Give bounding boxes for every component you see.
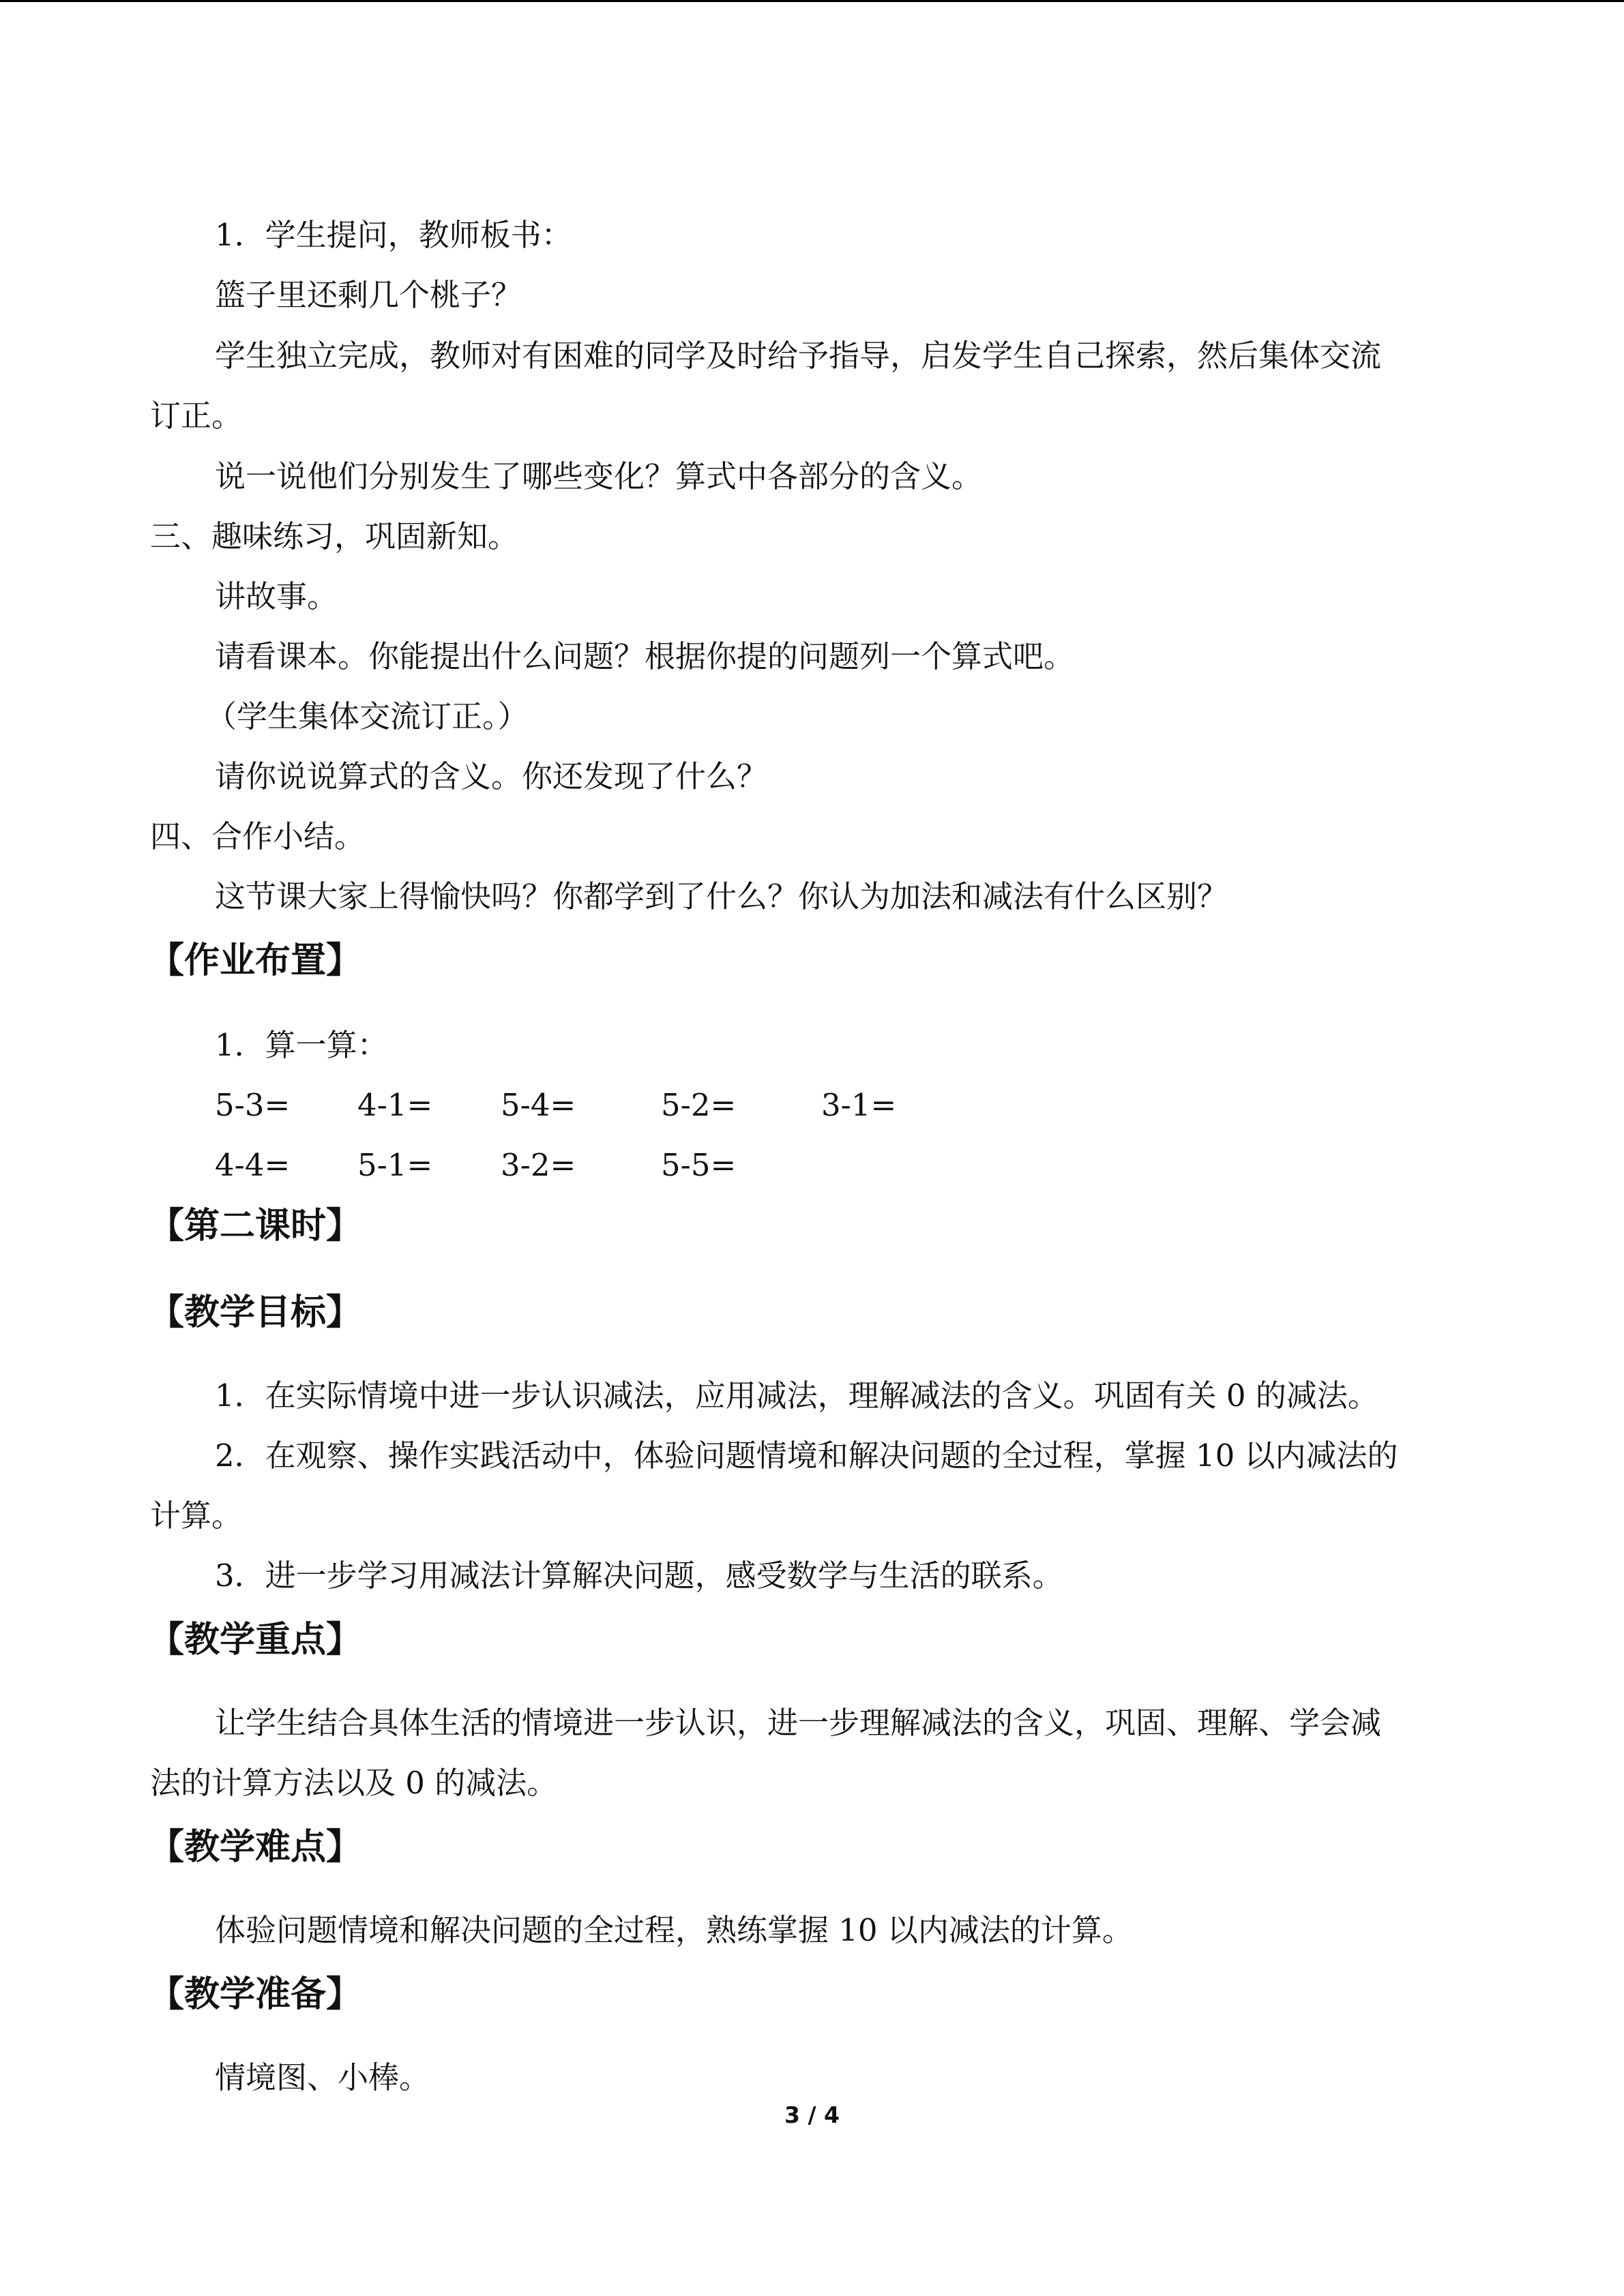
paragraph-line-cont: 订正。 bbox=[150, 398, 243, 434]
key-points-heading: 【教学重点】 bbox=[149, 1620, 362, 1660]
goal-item: 1．在实际情境中进一步认识减法，应用减法，理解减法的含义。巩固有关 0 的减法。 bbox=[215, 1377, 1378, 1414]
step-1-line: 1．学生提问，教师板书： bbox=[215, 217, 572, 253]
exercise: 5-1= bbox=[357, 1147, 433, 1183]
goal-item: 2．在观察、操作实践活动中，体验问题情境和解决问题的全过程，掌握 10 以内减法的 bbox=[215, 1437, 1398, 1474]
exercise: 5-2= bbox=[661, 1087, 737, 1123]
paragraph-line: 请看课本。你能提出什么问题？根据你提的问题列一个算式吧。 bbox=[215, 638, 1075, 674]
goal-item: 3．进一步学习用减法计算解决问题，感受数学与生活的联系。 bbox=[215, 1557, 1063, 1594]
question-line: 篮子里还剩几个桃子？ bbox=[215, 277, 522, 313]
paragraph-line: 讲故事。 bbox=[215, 578, 338, 614]
top-border bbox=[0, 0, 1624, 2]
exercise: 4-4= bbox=[215, 1147, 291, 1183]
paragraph-line: （学生集体交流订正。） bbox=[206, 698, 529, 734]
lesson-2-heading: 【第二课时】 bbox=[149, 1206, 362, 1247]
goal-item-cont: 计算。 bbox=[150, 1497, 243, 1534]
preparation-line: 情境图、小棒。 bbox=[215, 2059, 430, 2096]
teaching-goals-heading: 【教学目标】 bbox=[149, 1292, 362, 1333]
difficulties-line: 体验问题情境和解决问题的全过程，熟练掌握 10 以内减法的计算。 bbox=[215, 1912, 1133, 1948]
preparation-heading: 【教学准备】 bbox=[149, 1974, 362, 2015]
section-heading: 三、趣味练习，巩固新知。 bbox=[150, 518, 519, 554]
homework-heading: 【作业布置】 bbox=[149, 940, 362, 981]
page-number: 3 / 4 bbox=[784, 2102, 840, 2128]
difficulties-heading: 【教学难点】 bbox=[149, 1827, 362, 1868]
exercise: 3-1= bbox=[821, 1087, 897, 1123]
paragraph-line: 学生独立完成，教师对有困难的同学及时给予指导，启发学生自己探索，然后集体交流 bbox=[215, 338, 1382, 374]
exercise: 5-5= bbox=[661, 1147, 737, 1183]
key-points-line: 让学生结合具体生活的情境进一步认识，进一步理解减法的含义，巩固、理解、学会减 bbox=[215, 1705, 1382, 1741]
paragraph-line: 说一说他们分别发生了哪些变化？算式中各部分的含义。 bbox=[215, 458, 983, 494]
homework-intro: 1．算一算： bbox=[215, 1027, 388, 1063]
exercise: 5-4= bbox=[501, 1087, 576, 1123]
exercise: 4-1= bbox=[357, 1087, 433, 1123]
exercise: 3-2= bbox=[501, 1147, 576, 1183]
paragraph-line: 这节课大家上得愉快吗？你都学到了什么？你认为加法和减法有什么区别？ bbox=[215, 878, 1228, 914]
section-heading: 四、合作小结。 bbox=[150, 818, 366, 854]
paragraph-line: 请你说说算式的含义。你还发现了什么？ bbox=[215, 758, 768, 794]
exercise: 5-3= bbox=[215, 1087, 291, 1123]
key-points-line-cont: 法的计算方法以及 0 的减法。 bbox=[150, 1765, 558, 1801]
